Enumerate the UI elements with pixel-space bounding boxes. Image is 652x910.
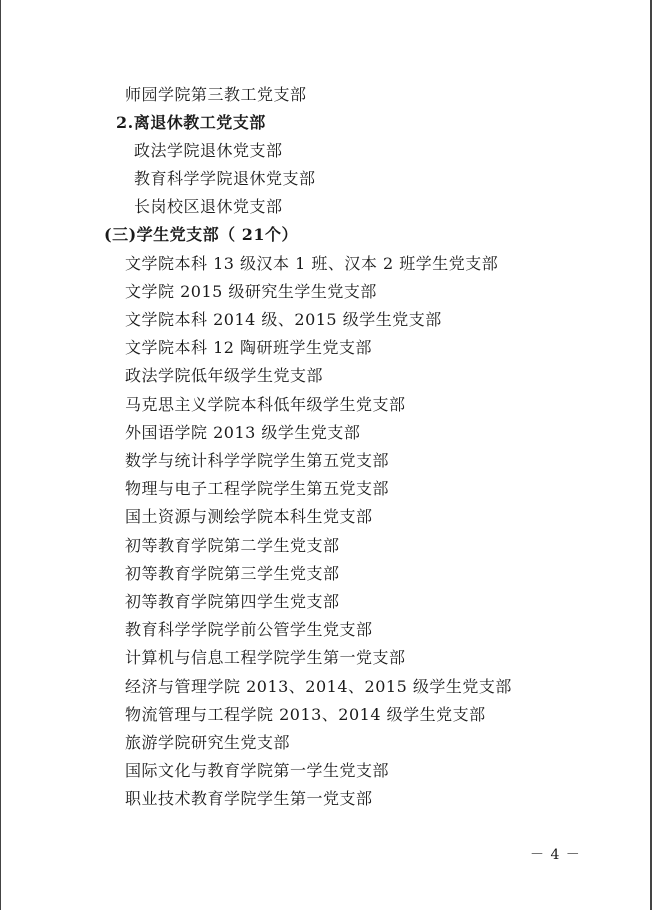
page-edge-left xyxy=(0,0,1,910)
branch-item: 职业技术教育学院学生第一党支部 xyxy=(125,789,373,808)
branch-item: 经济与管理学院 2013、2014、2015 级学生党支部 xyxy=(125,677,512,696)
branch-item: 政法学院退休党支部 xyxy=(134,141,283,160)
branch-item: 数学与统计科学学院学生第五党支部 xyxy=(125,451,390,470)
branch-item: 教育科学学院学前公管学生党支部 xyxy=(125,620,373,639)
branch-item: 旅游学院研究生党支部 xyxy=(125,733,291,752)
branch-item: 教育科学学院退休党支部 xyxy=(134,169,316,188)
subsection-heading: 2.离退休教工党支部 xyxy=(116,113,266,132)
branch-item: 长岗校区退休党支部 xyxy=(134,197,283,216)
branch-item: 初等教育学院第三学生党支部 xyxy=(125,564,340,583)
branch-item: 文学院 2015 级研究生学生党支部 xyxy=(125,282,377,301)
branch-item: 初等教育学院第四学生党支部 xyxy=(125,592,340,611)
page-number: － 4 － xyxy=(530,847,581,863)
branch-item: 师园学院第三教工党支部 xyxy=(125,85,307,104)
section-heading: (三)学生党支部（ 21个） xyxy=(104,225,298,244)
branch-item: 国土资源与测绘学院本科生党支部 xyxy=(125,507,373,526)
branch-item: 物理与电子工程学院学生第五党支部 xyxy=(125,479,390,498)
branch-item: 政法学院低年级学生党支部 xyxy=(125,366,324,385)
branch-item: 外国语学院 2013 级学生党支部 xyxy=(125,423,361,442)
branch-item: 马克思主义学院本科低年级学生党支部 xyxy=(125,395,406,414)
branch-item: 文学院本科 12 陶研班学生党支部 xyxy=(125,338,373,357)
branch-item: 物流管理与工程学院 2013、2014 级学生党支部 xyxy=(125,705,486,724)
branch-item: 计算机与信息工程学院学生第一党支部 xyxy=(125,648,406,667)
branch-item: 文学院本科 13 级汉本 1 班、汉本 2 班学生党支部 xyxy=(125,254,499,273)
branch-item: 文学院本科 2014 级、2015 级学生党支部 xyxy=(125,310,442,329)
branch-item: 初等教育学院第二学生党支部 xyxy=(125,536,340,555)
branch-item: 国际文化与教育学院第一学生党支部 xyxy=(125,761,390,780)
